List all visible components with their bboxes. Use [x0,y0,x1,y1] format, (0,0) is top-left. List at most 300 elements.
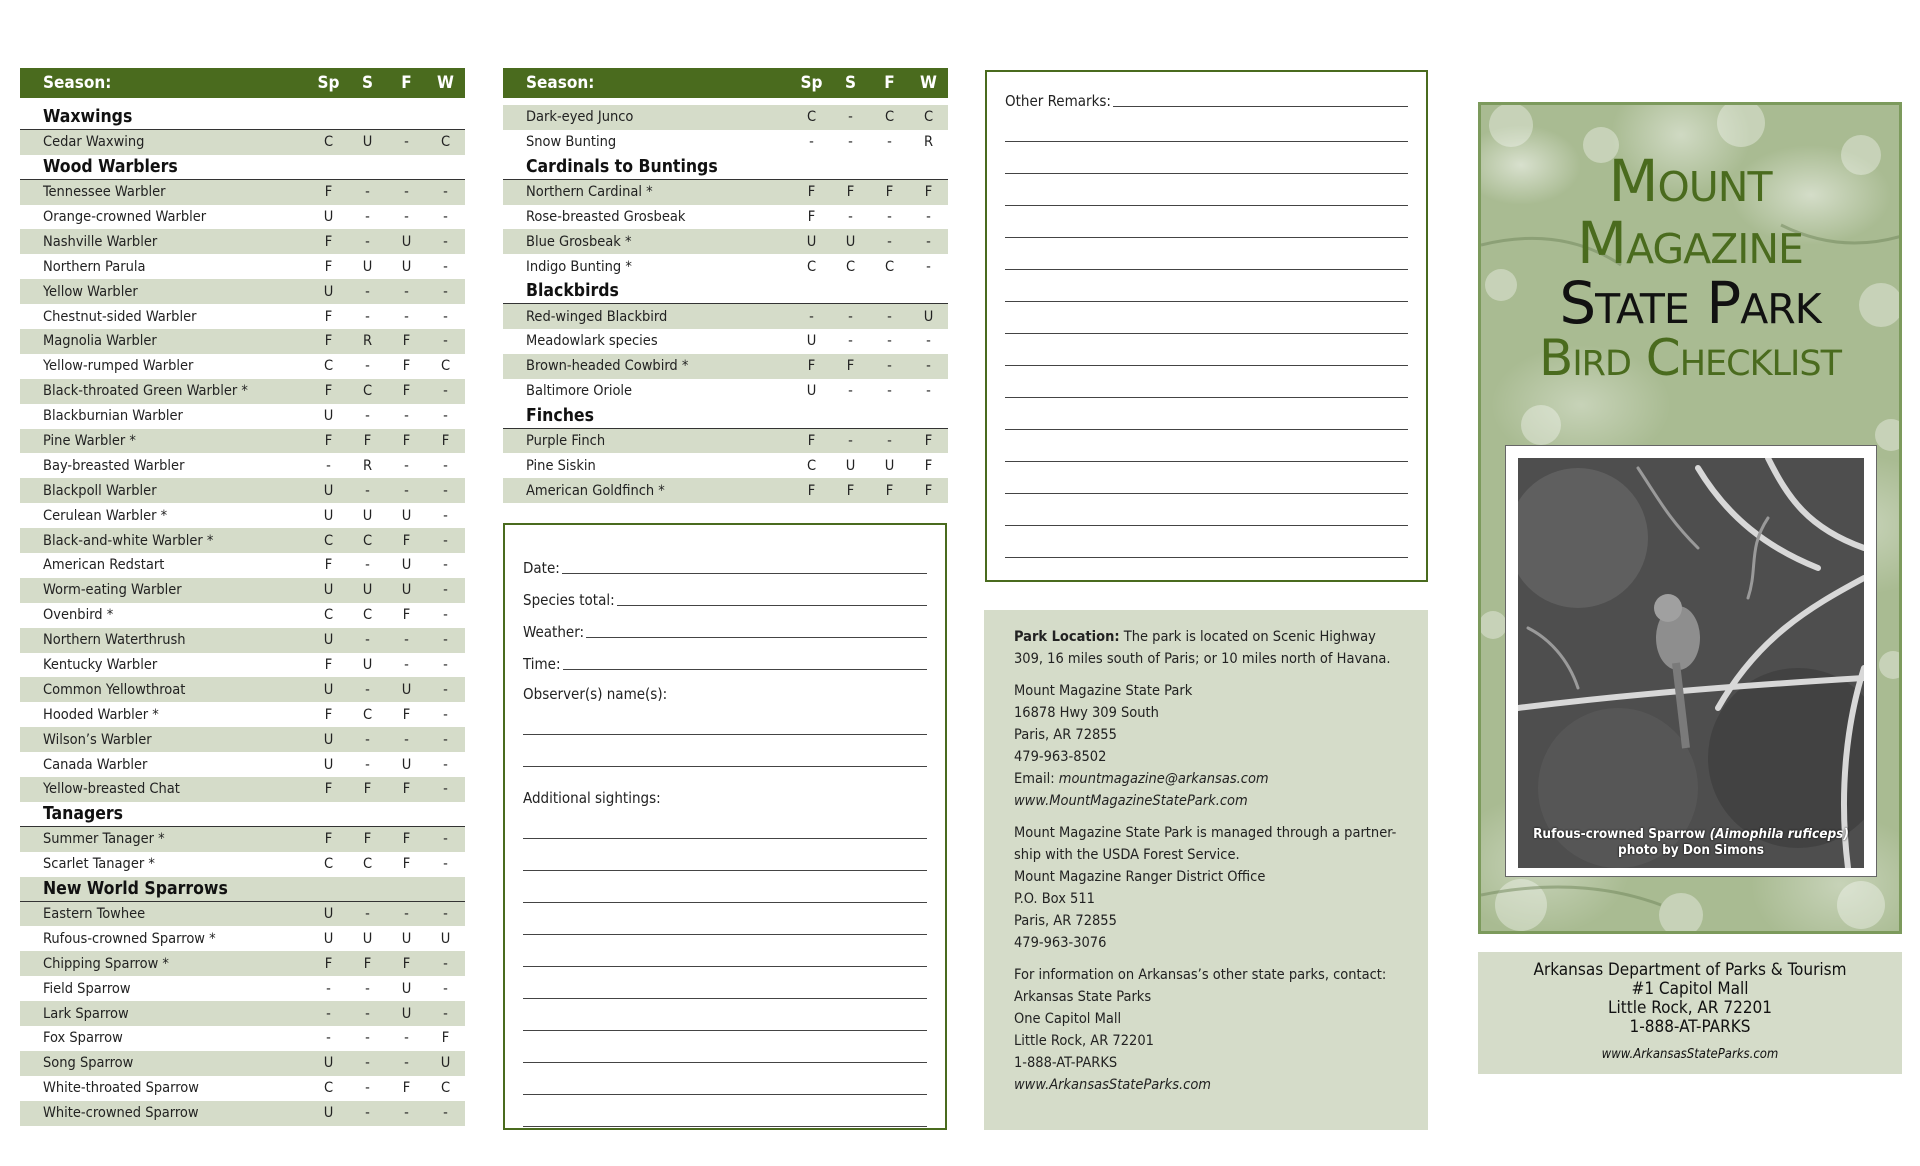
abundance-sp: F [324,557,333,574]
abundance-sp: F [807,184,816,201]
abundance-sp: C [806,457,817,474]
abundance-s: - [365,408,370,425]
ranger-phone: 479-963-3076 [1014,935,1107,951]
dept-phone: 1-888-AT-PARKS [1629,1017,1751,1037]
species-row[interactable] [503,105,948,130]
sightings-line[interactable] [523,967,927,999]
abundance-sp: F [324,831,333,848]
abundance-s: U [362,657,373,674]
abundance-f: U [401,681,412,698]
dept-name: Arkansas Department of Parks & Tourism [1533,960,1847,980]
abundance-sp: U [323,408,334,425]
species-row[interactable] [20,653,465,678]
abundance-w: - [926,358,931,375]
species-row[interactable] [20,1076,465,1101]
sparrow-photo [1518,458,1864,868]
abundance-sp: F [807,433,816,450]
abundance-s: F [363,955,372,972]
abundance-w: U [440,1055,451,1072]
title-line-3: State Park [1559,269,1821,337]
abundance-w: - [443,258,448,275]
weather-field[interactable] [523,609,927,641]
remarks-line[interactable] [1005,174,1408,206]
abundance-sp: F [807,482,816,499]
species-row[interactable] [20,329,465,354]
sightings-line[interactable] [523,1063,927,1095]
abundance-s: - [365,184,370,201]
abundance-w: U [440,930,451,947]
abundance-f: - [887,358,892,375]
species-name: Baltimore Oriole [526,383,633,400]
address-line: 16878 Hwy 309 South [1014,705,1159,721]
remarks-line[interactable] [1005,526,1408,558]
abundance-f: - [404,283,409,300]
abundance-f: - [887,209,892,225]
ranger-line: Paris, AR 72855 [1014,913,1117,929]
abundance-s: F [846,184,855,201]
abundance-w: - [443,233,448,250]
abundance-sp: C [806,258,817,275]
species-row[interactable] [20,1001,465,1026]
abundance-w: U [923,308,934,325]
checklist-column-1 [20,68,465,1126]
species-name: Tennessee Warbler [43,184,166,201]
remarks-box [985,70,1428,582]
dept-address-line: Little Rock, AR 72201 [1607,998,1773,1018]
abundance-s: C [362,383,373,400]
park-website-link[interactable]: www.MountMagazineStatePark.com [1014,793,1248,809]
species-row[interactable] [20,951,465,976]
abundance-sp: C [323,532,334,549]
abundance-f: U [884,457,895,474]
species-row[interactable] [20,677,465,702]
abundance-s: U [362,507,373,524]
abundance-f: F [402,333,411,350]
abundance-sp: U [323,632,334,649]
date-label: Date: [523,559,560,577]
summer-header: S [361,73,373,93]
observers-line[interactable] [523,735,927,767]
caption-scientific-name: (Aimophila ruficeps) [1709,826,1849,842]
species-total-field[interactable] [523,577,927,609]
abundance-sp: F [324,333,333,350]
abundance-f: F [402,706,411,723]
species-row[interactable] [20,727,465,752]
abundance-f: U [401,1005,412,1022]
species-row[interactable] [20,279,465,304]
park-location-label: Park Location: [1014,629,1120,645]
abundance-w: F [924,457,933,474]
species-name: White-crowned Sparrow [43,1105,199,1122]
species-name: Northern Cardinal * [526,184,653,201]
remarks-line[interactable] [1005,334,1408,366]
species-row[interactable] [503,329,948,354]
species-row[interactable] [20,205,465,230]
species-name: Brown-headed Cowbird * [526,358,689,375]
species-name: Song Sparrow [43,1055,134,1072]
abundance-sp: F [807,209,816,225]
abundance-w: - [443,831,448,848]
abundance-s: - [365,283,370,300]
species-row[interactable] [503,354,948,379]
abundance-s: C [362,856,373,873]
remarks-line[interactable] [1005,462,1408,494]
time-label: Time: [523,655,561,673]
abundance-f: - [404,1030,409,1047]
species-row[interactable] [20,926,465,951]
park-phone: 479-963-8502 [1014,749,1107,765]
abundance-f: - [887,233,892,250]
abundance-f: - [404,408,409,425]
species-row[interactable] [20,503,465,528]
species-name: Northern Parula [43,258,146,275]
abundance-sp: C [323,607,334,624]
species-name: Kentucky Warbler [43,657,158,674]
abundance-w: - [926,383,931,400]
abundance-s: - [365,209,370,225]
species-row[interactable] [20,827,465,852]
abundance-s: - [365,1005,370,1022]
abundance-w: - [443,1005,448,1022]
species-row[interactable] [20,130,465,155]
abundance-f: - [404,731,409,748]
abundance-s: - [848,433,853,450]
species-row[interactable] [20,254,465,279]
abundance-w: - [443,383,448,400]
abundance-s: F [846,358,855,375]
remarks-line[interactable] [1005,110,1408,142]
abundance-s: C [362,706,373,723]
species-name: Common Yellowthroat [43,681,186,698]
abundance-sp: F [324,383,333,400]
abundance-f: - [404,482,409,499]
abundance-sp: - [326,457,331,474]
species-row[interactable] [20,852,465,877]
sightings-line[interactable] [523,935,927,967]
checklist-column-2 [503,68,948,503]
abundance-s: U [362,134,373,151]
abundance-s: F [363,781,372,798]
species-name: Pine Warbler * [43,433,136,450]
abundance-sp: F [324,781,333,798]
abundance-sp: C [323,134,334,151]
abundance-w: - [443,582,448,599]
category-heading: Wood Warblers [20,155,465,180]
spring-header: Sp [317,73,340,93]
abundance-sp: U [323,930,334,947]
abundance-f: F [402,955,411,972]
winter-header: W [437,73,454,93]
email-label: Email: [1014,771,1059,787]
abundance-s: - [365,1030,370,1047]
caption-credit: photo by Don Simons [1618,842,1764,858]
category-heading: Cardinals to Buntings [503,155,948,180]
abundance-f: - [404,209,409,225]
species-name: Pine Siskin [526,457,596,474]
species-row[interactable] [503,205,948,230]
summer-header: S [844,73,856,93]
abundance-f: U [401,980,412,997]
abundance-s: F [363,831,372,848]
abundance-w: F [924,433,933,450]
species-row[interactable] [20,180,465,205]
species-total-label: Species total: [523,591,615,609]
species-row[interactable] [20,1051,465,1076]
species-name: Field Sparrow [43,980,131,997]
abundance-sp: C [323,856,334,873]
species-row[interactable] [20,429,465,454]
species-name: Chipping Sparrow * [43,955,169,972]
abundance-w: C [440,358,451,375]
abundance-s: - [365,731,370,748]
species-row[interactable] [20,354,465,379]
species-row[interactable] [20,603,465,628]
species-name: Eastern Towhee [43,905,146,922]
winter-header: W [920,73,937,93]
fall-header: F [401,73,412,93]
species-row[interactable] [20,453,465,478]
abundance-w: - [443,532,448,549]
remarks-line[interactable] [1005,142,1408,174]
species-row[interactable] [20,404,465,429]
species-row[interactable] [503,453,948,478]
remarks-line[interactable] [1005,270,1408,302]
abundance-s: - [365,1055,370,1072]
abundance-sp: U [323,756,334,773]
abundance-s: - [365,1105,370,1122]
abundance-s: - [848,383,853,400]
abundance-sp: C [323,1080,334,1097]
abundance-f: - [404,657,409,674]
state-parks-website-link[interactable]: www.ArkansasStateParks.com [1014,1077,1212,1093]
remarks-line[interactable] [1005,238,1408,270]
abundance-sp: - [809,308,814,325]
abundance-s: U [362,582,373,599]
abundance-s: - [365,482,370,499]
abundance-sp: F [807,358,816,375]
remarks-field[interactable] [1005,84,1408,110]
abundance-w: - [443,706,448,723]
abundance-s: U [845,233,856,250]
season-header [503,68,948,98]
species-row[interactable] [20,304,465,329]
species-row[interactable] [503,478,948,503]
remarks-line[interactable] [1005,302,1408,334]
species-row[interactable] [20,1026,465,1051]
abundance-f: - [404,1105,409,1122]
observers-line[interactable] [523,703,927,735]
species-row[interactable] [503,130,948,155]
abundance-f: - [404,134,409,151]
species-name: Blue Grosbeak * [526,233,632,250]
ranger-line: P.O. Box 511 [1014,891,1095,907]
species-row[interactable] [503,180,948,205]
abundance-w: - [443,781,448,798]
species-name: Summer Tanager * [43,831,165,848]
dept-website-link[interactable]: www.ArkansasStateParks.com [1601,1047,1779,1062]
species-row[interactable] [20,777,465,802]
abundance-f: F [402,856,411,873]
category-heading: Finches [503,404,948,429]
species-row[interactable] [503,379,948,404]
abundance-w: - [443,333,448,350]
title-line-1: Mount [1608,147,1772,215]
park-location [1014,626,1400,670]
abundance-sp: F [324,433,333,450]
abundance-w: F [441,433,450,450]
abundance-s: - [848,134,853,151]
category-heading: Blackbirds [503,279,948,304]
abundance-sp: U [806,383,817,400]
species-row[interactable] [503,304,948,329]
remarks-line[interactable] [1005,494,1408,526]
species-row[interactable] [503,254,948,279]
species-name: Nashville Warbler [43,233,158,250]
date-field[interactable] [523,545,927,577]
abundance-w: C [923,109,934,126]
abundance-w: C [440,134,451,151]
species-name: Orange-crowned Warbler [43,209,207,225]
abundance-sp: F [324,258,333,275]
species-row[interactable] [20,628,465,653]
abundance-sp: U [806,333,817,350]
abundance-w: - [443,657,448,674]
abundance-s: - [848,308,853,325]
abundance-s: - [365,308,370,325]
address-line: Mount Magazine State Park [1014,683,1193,699]
abundance-sp: U [323,283,334,300]
abundance-f: - [887,383,892,400]
state-parks-line: Little Rock, AR 72201 [1014,1033,1154,1049]
abundance-s: R [362,333,373,350]
photo-caption [1518,826,1864,858]
species-name: Purple Finch [526,433,606,450]
abundance-w: - [443,209,448,225]
abundance-f: - [404,308,409,325]
abundance-f: F [402,1080,411,1097]
species-table-2 [503,105,948,503]
abundance-s: - [365,681,370,698]
sightings-line[interactable] [523,903,927,935]
species-name: Snow Bunting [526,134,617,151]
species-name: Yellow Warbler [43,283,138,300]
season-label: Season: [526,73,595,93]
abundance-f: U [401,756,412,773]
abundance-sp: F [324,657,333,674]
abundance-f: - [887,134,892,151]
abundance-sp: U [323,905,334,922]
photo-frame [1505,445,1877,877]
abundance-sp: F [324,706,333,723]
abundance-w: F [924,482,933,499]
state-parks-line: Arkansas State Parks [1014,989,1152,1005]
abundance-sp: U [323,209,334,225]
abundance-sp: U [323,1055,334,1072]
abundance-f: - [887,333,892,350]
abundance-w: - [926,333,931,350]
abundance-w: - [443,557,448,574]
species-row[interactable] [20,976,465,1001]
title-line-4: Bird Checklist [1539,329,1841,387]
species-row[interactable] [20,379,465,404]
spring-header: Sp [800,73,823,93]
abundance-f: F [402,831,411,848]
dept-address-line: #1 Capitol Mall [1631,979,1749,999]
abundance-w: C [440,1080,451,1097]
abundance-sp: U [323,731,334,748]
abundance-f: U [401,507,412,524]
species-name: Lark Sparrow [43,1005,129,1022]
state-parks-line: One Capitol Mall [1014,1011,1122,1027]
caption-species: Rufous-crowned Sparrow [1533,826,1710,842]
address-line: Paris, AR 72855 [1014,727,1117,743]
species-name: Blackburnian Warbler [43,408,183,425]
sightings-line[interactable] [523,1095,927,1127]
species-row[interactable] [20,528,465,553]
email-link[interactable]: mountmagazine@arkansas.com [1058,771,1269,787]
additional-sightings-label: Additional sightings: [523,789,661,807]
abundance-f: - [887,433,892,450]
abundance-s: - [365,358,370,375]
sightings-line[interactable] [523,807,927,839]
remarks-line[interactable] [1005,206,1408,238]
abundance-f: U [401,233,412,250]
species-row[interactable] [20,1101,465,1126]
species-row[interactable] [20,752,465,777]
species-row[interactable] [20,578,465,603]
abundance-s: - [365,980,370,997]
species-row[interactable] [20,702,465,727]
abundance-s: U [845,457,856,474]
species-row[interactable] [20,902,465,927]
species-name: Meadowlark species [526,333,658,350]
abundance-s: - [365,1080,370,1097]
sightings-line[interactable] [523,999,927,1031]
abundance-w: F [441,1030,450,1047]
remarks-line[interactable] [1005,398,1408,430]
species-row[interactable] [20,478,465,503]
sightings-line[interactable] [523,871,927,903]
remarks-line[interactable] [1005,430,1408,462]
abundance-sp: U [323,507,334,524]
abundance-sp: - [326,1030,331,1047]
abundance-w: - [926,209,931,225]
time-field[interactable] [523,641,927,673]
abundance-sp: - [326,1005,331,1022]
species-name: Yellow-rumped Warbler [43,358,194,375]
abundance-w: - [443,507,448,524]
ranger-line: Mount Magazine Ranger District Office [1014,869,1266,885]
abundance-sp: C [323,358,334,375]
abundance-s: C [362,607,373,624]
species-name: Wilson’s Warbler [43,731,152,748]
remarks-line[interactable] [1005,366,1408,398]
species-row[interactable] [503,429,948,454]
abundance-w: - [443,607,448,624]
species-row[interactable] [20,229,465,254]
species-name: White-throated Sparrow [43,1080,199,1097]
sightings-line[interactable] [523,1031,927,1063]
sightings-line[interactable] [523,839,927,871]
observation-form [503,523,947,1130]
abundance-sp: F [324,955,333,972]
species-row[interactable] [20,553,465,578]
abundance-f: U [401,930,412,947]
species-row[interactable] [503,229,948,254]
abundance-s: F [846,482,855,499]
abundance-s: - [848,333,853,350]
species-name: Northern Waterthrush [43,632,186,649]
